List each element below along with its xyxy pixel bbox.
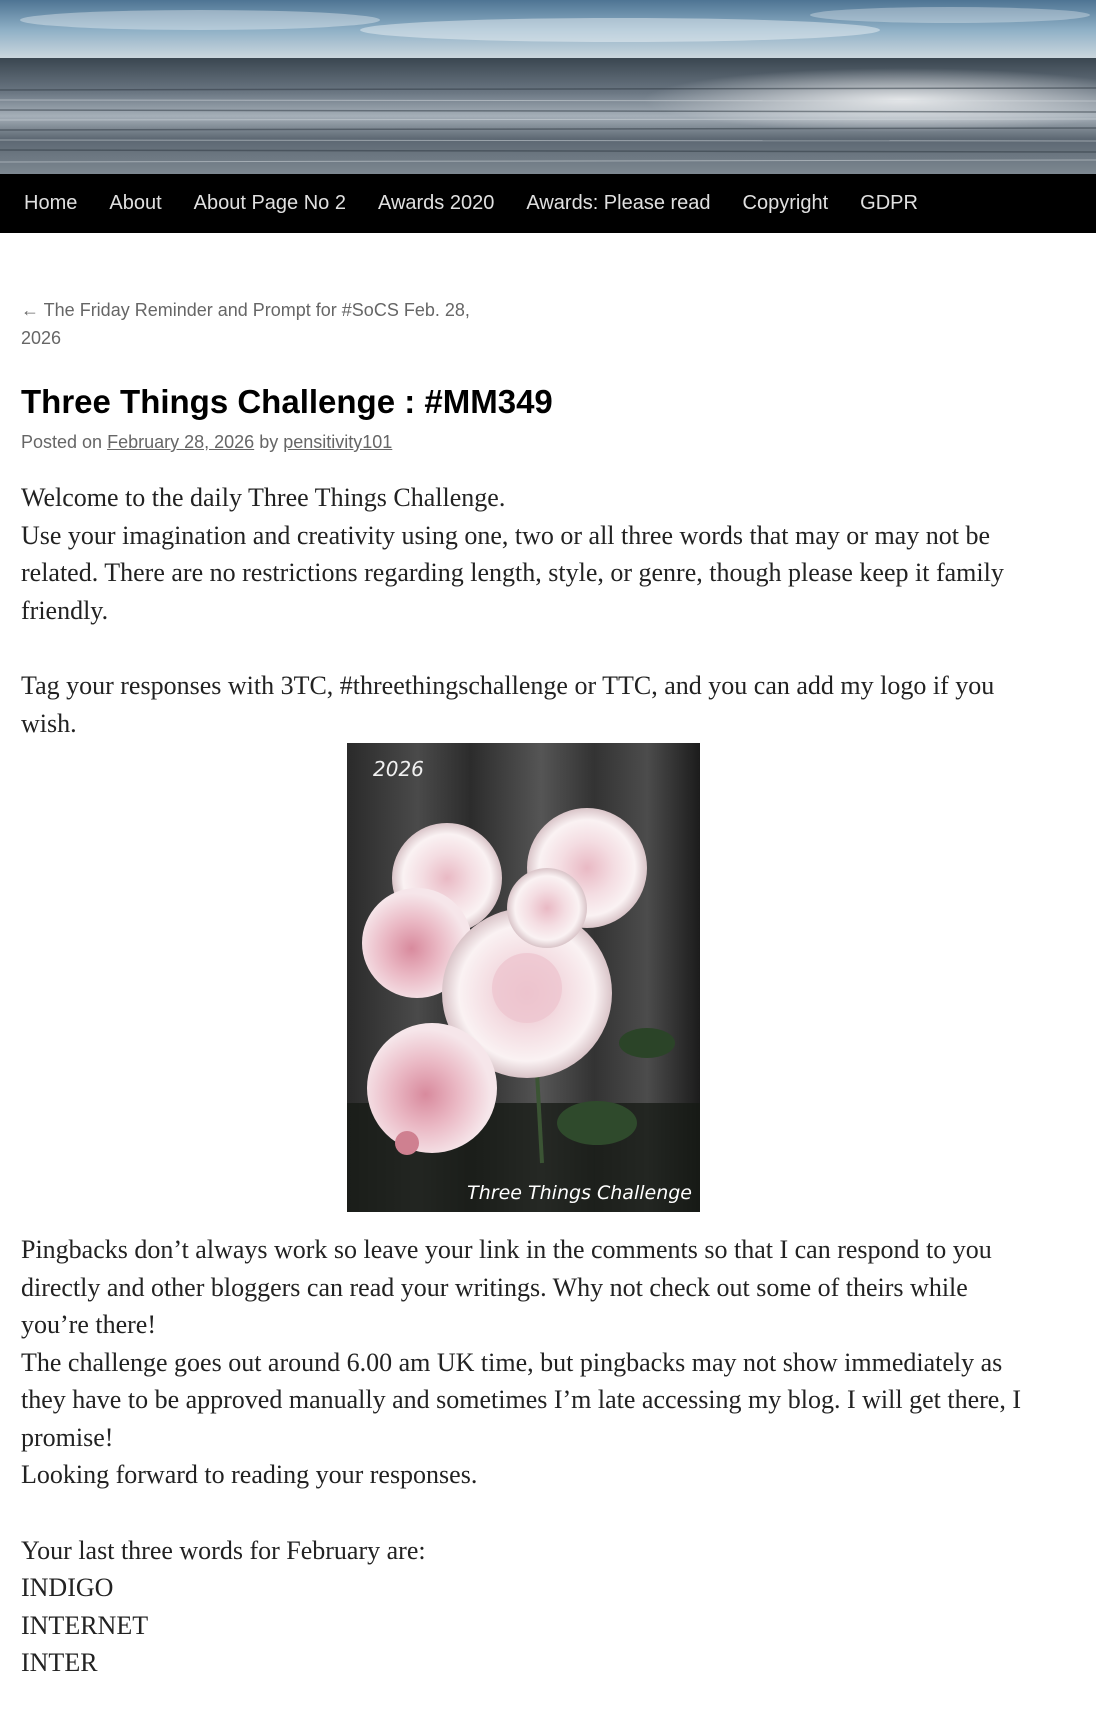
- three-things-challenge-logo: [347, 743, 700, 1212]
- outro-paragraph: The challenge goes out around 6.00 am UK time, but pingbacks may not show immediately as they have to be approved manually and sometimes I’m late accessing my blog. I will get there, I promise!: [21, 1347, 1021, 1452]
- word-item: INTER: [21, 1648, 98, 1677]
- nav-awards-2020[interactable]: Awards 2020: [377, 192, 495, 214]
- intro-paragraph: Use your imagination and creativity using one, two or all three words that may or may not be related. There are no restrictions regarding length, style, or genre, though please keep it family friendly.: [21, 520, 1004, 625]
- post-date-link[interactable]: February 28, 2026: [107, 432, 255, 452]
- previous-post-link[interactable]: ← The Friday Reminder and Prompt for #SoCS Feb. 28, 2026: [21, 300, 470, 348]
- logo-caption: Three Things Challenge: [467, 1182, 692, 1204]
- nav-gdpr[interactable]: GDPR: [860, 192, 918, 214]
- post-meta: [21, 429, 392, 455]
- intro-paragraph: Welcome to the daily Three Things Challenge.: [21, 483, 506, 512]
- author-link[interactable]: pensitivity101: [283, 432, 393, 452]
- outro-paragraph: Looking forward to reading your responses.: [21, 1460, 478, 1489]
- word-item: INDIGO: [21, 1573, 114, 1602]
- header-banner-image: [0, 0, 1096, 174]
- by-label: by: [259, 432, 279, 452]
- post-outro: [21, 1231, 1031, 1682]
- nav-copyright[interactable]: Copyright: [742, 192, 829, 214]
- post-intro: [21, 479, 1031, 742]
- tag-instructions: Tag your responses with 3TC, #threethingschallenge or TTC, and you can add my logo if you wish.: [21, 671, 995, 738]
- logo-year: 2026: [373, 757, 424, 781]
- word-item: INTERNET: [21, 1610, 149, 1640]
- outro-paragraph: Pingbacks don’t always work so leave your link in the comments so that I can respond to you directly and other bloggers can read your writings. Why not check out some of theirs while you’re there!: [21, 1235, 992, 1339]
- roses-image: [347, 743, 700, 1212]
- nav-about-page-2[interactable]: About Page No 2: [193, 192, 346, 214]
- main-navigation: [0, 174, 1096, 233]
- nav-home[interactable]: Home: [24, 192, 78, 214]
- nav-awards-please-read[interactable]: Awards: Please read: [526, 192, 711, 214]
- post-title: Three Things Challenge : #MM349: [21, 383, 553, 420]
- words-intro: Your last three words for February are:: [21, 1535, 426, 1565]
- nav-about[interactable]: About: [109, 192, 162, 214]
- posted-on-label: Posted on: [21, 432, 103, 452]
